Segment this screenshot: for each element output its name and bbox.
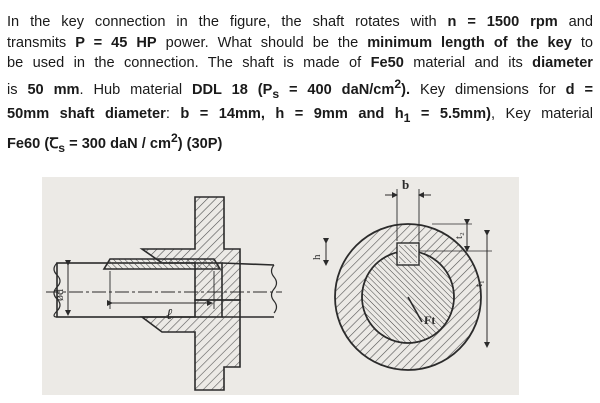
problem-line-6: [7, 128, 593, 158]
key-connection-figure: [42, 177, 519, 395]
shaft-break-right: [272, 265, 277, 313]
key-h1-value: = 5.5mm): [410, 105, 491, 122]
length-label: ℓ: [166, 307, 173, 323]
superscript: 2: [394, 76, 402, 91]
problem-line-3: [7, 53, 593, 74]
problem-line-4: [7, 74, 593, 104]
t1-label: t₁: [473, 280, 485, 287]
text-run: power. What should be the: [156, 34, 368, 51]
diameter-label: ød: [52, 289, 66, 301]
text-run: is: [7, 81, 28, 98]
figure-drawing: [42, 177, 519, 395]
hub-pressure: = 400 daN/cm: [279, 81, 395, 98]
key-dimensions: b = 14mm, h = 9mm and h: [180, 105, 404, 122]
b-label: b: [402, 177, 410, 192]
text-run: and: [557, 14, 593, 30]
h-label: h: [311, 254, 323, 260]
key-material: Fe60 (: [7, 136, 50, 153]
hub-material: DDL 18 (P: [191, 81, 273, 98]
key-shaft-diameter: 50mm shaft diameter: [7, 105, 166, 122]
text-run: :: [165, 105, 181, 122]
text-run: , Key material: [490, 105, 594, 122]
key-shear-stress: = 300 daN / cm: [65, 136, 171, 153]
points-label: ) (30P): [177, 136, 223, 153]
text-run: material and its: [403, 55, 533, 71]
t2-label: t₂: [453, 232, 465, 239]
text-run: to: [571, 34, 593, 51]
shaft-material: Fe50: [370, 55, 404, 71]
hub-side-view: [142, 197, 240, 390]
superscript: 2: [170, 131, 178, 146]
hub-upper-section: [142, 197, 240, 300]
problem-statement: [7, 12, 593, 158]
problem-line-1: [7, 12, 593, 33]
text-run: be used in the connection. The shaft is made of: [7, 55, 371, 71]
text-run: ).: [401, 81, 411, 98]
text-run: Key dimensions for: [410, 81, 566, 98]
subscript: 1: [403, 110, 411, 125]
shaft-side-view: [46, 259, 282, 323]
key-d-label: d =: [565, 81, 593, 98]
subscript: s: [272, 86, 280, 101]
question-emphasis: minimum length of the key: [367, 34, 572, 51]
subscript: s: [58, 140, 66, 155]
diameter-label: diameter: [532, 55, 593, 71]
tau-symbol: Ꞇ: [49, 136, 59, 153]
key-cross-section: [399, 245, 417, 263]
diameter-value: 50 mm: [27, 81, 80, 98]
force-label: Ft: [424, 313, 436, 327]
key-side: [104, 259, 220, 269]
cross-section-view: [311, 177, 492, 370]
text-run: In the key connection in the figure, the shaft rotates with: [7, 14, 448, 30]
problem-line-2: [7, 33, 593, 54]
problem-line-5: [7, 104, 593, 128]
hub-lower-section: [142, 300, 240, 390]
text-run: transmits: [7, 34, 76, 51]
speed-value: n = 1500 rpm: [447, 14, 558, 30]
power-value: P = 45 HP: [75, 34, 157, 51]
text-run: . Hub material: [79, 81, 192, 98]
